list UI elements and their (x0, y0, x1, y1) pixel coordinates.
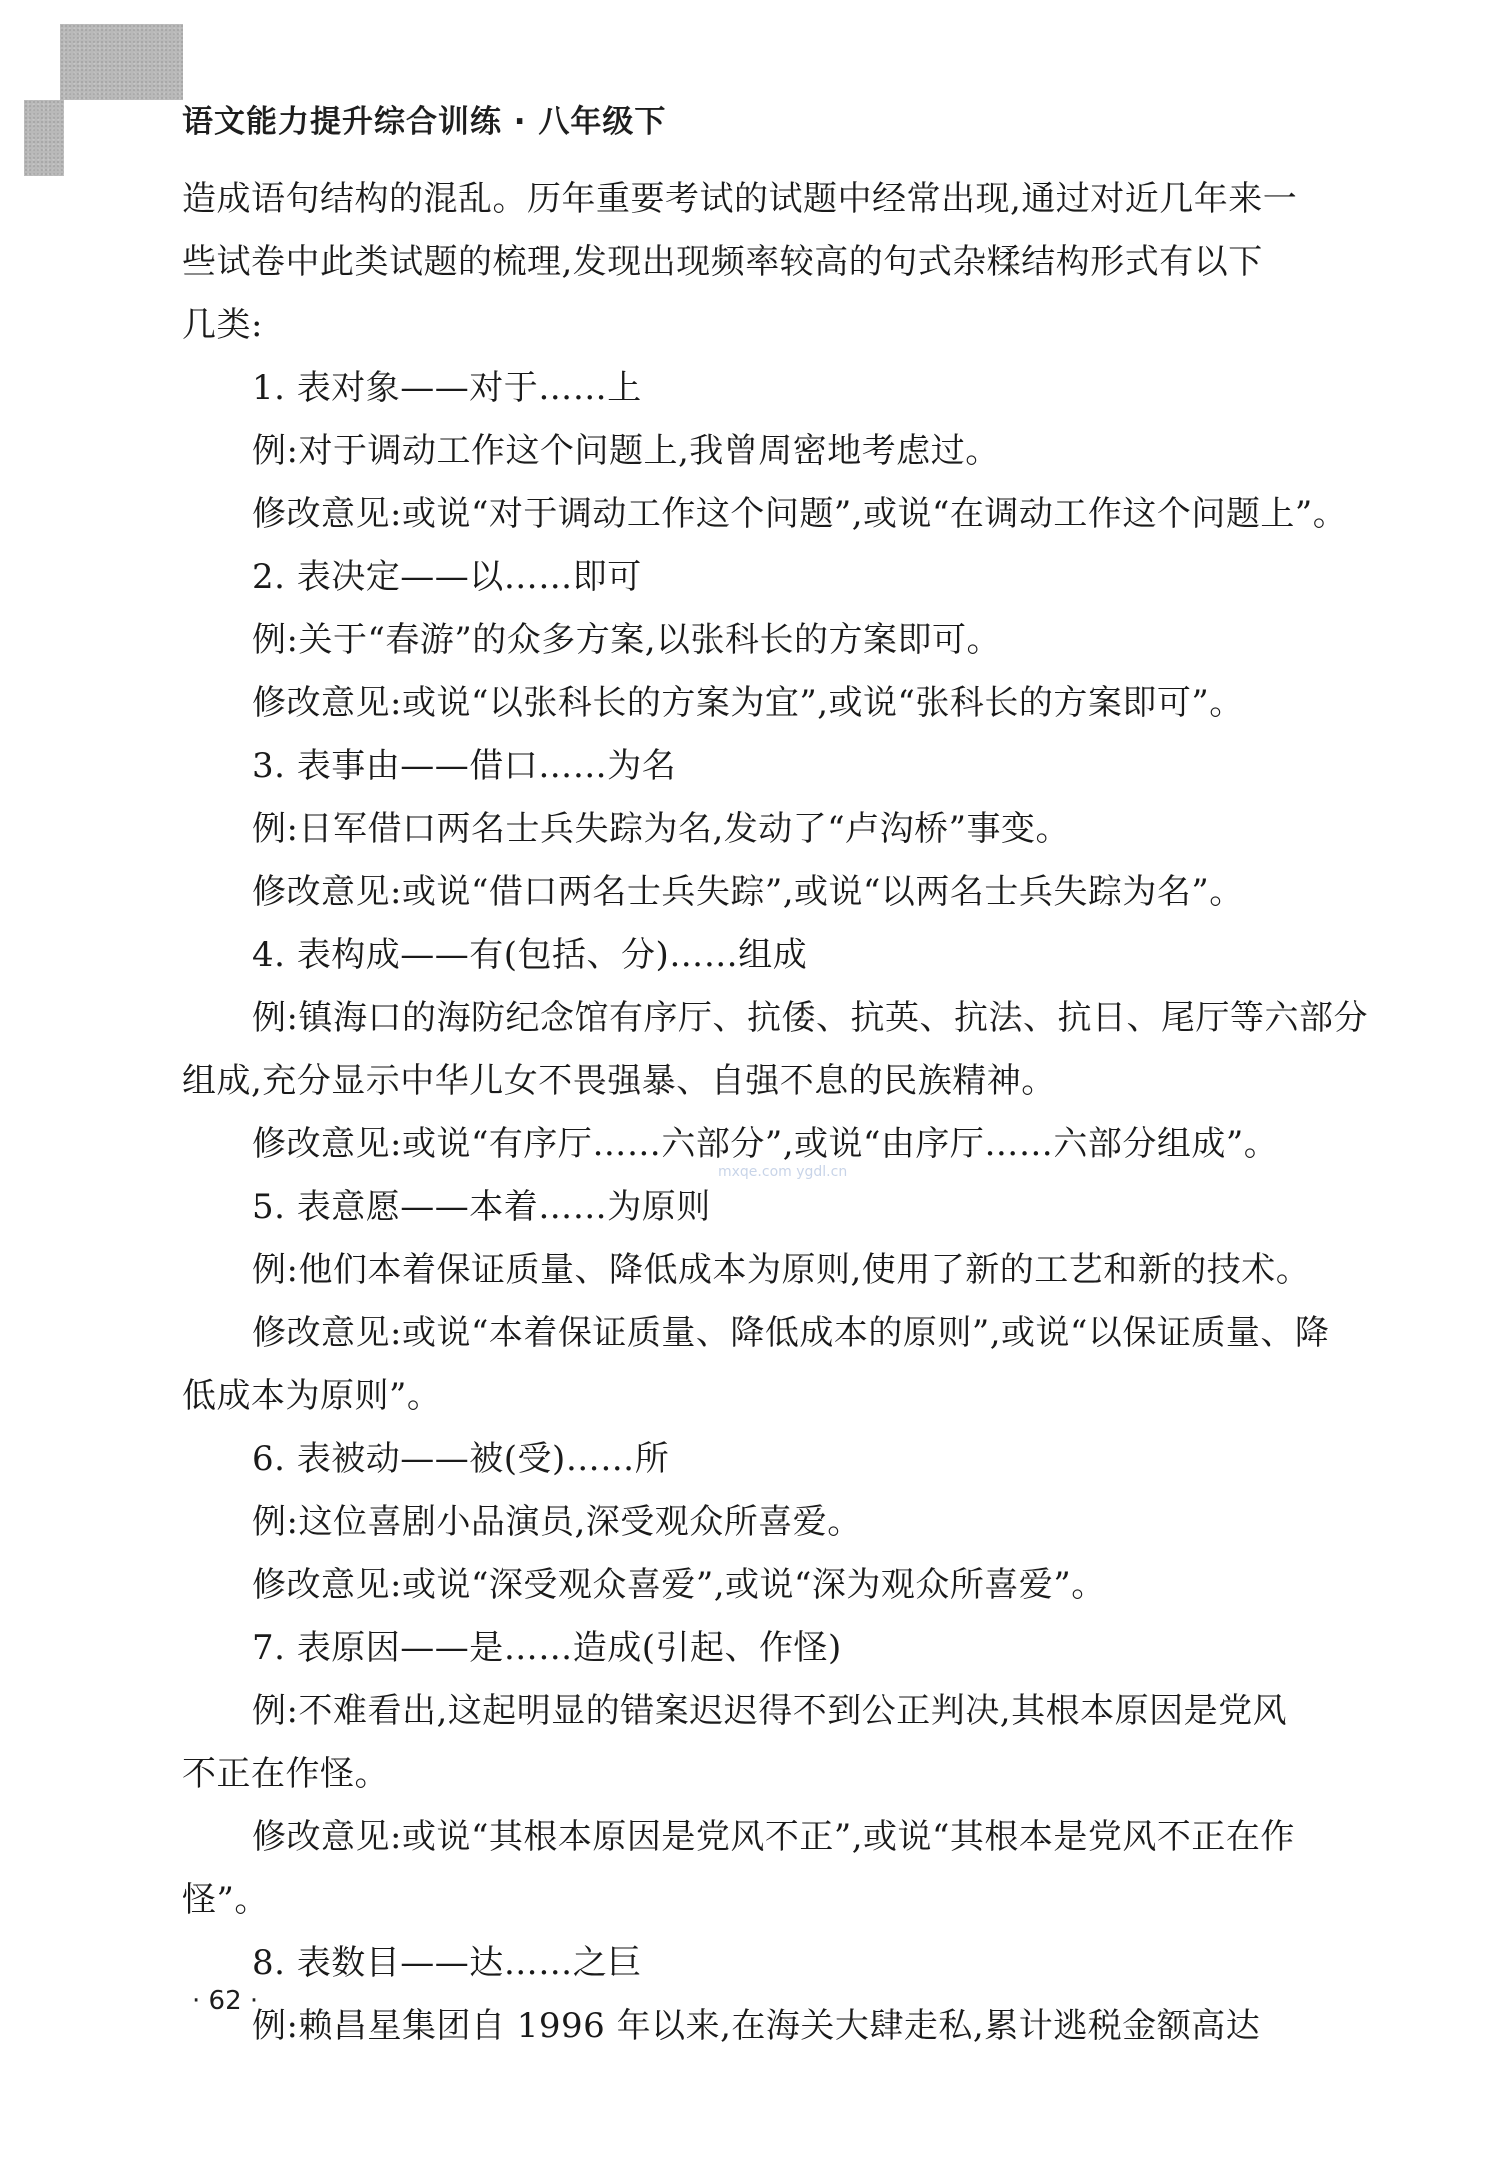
body-line: 8. 表数目——达……之巨 (252, 1943, 642, 1983)
body-line: 低成本为原则”。 (182, 1376, 442, 1416)
body-line: 4. 表构成——有(包括、分)……组成 (252, 935, 808, 975)
body-line: 不正在作怪。 (182, 1754, 389, 1794)
corner-decoration-block (60, 24, 183, 100)
body-line: 例:对于调动工作这个问题上,我曾周密地考虑过。 (252, 431, 1000, 471)
watermark-text: mxqe.com ygdl.cn (718, 1164, 848, 1180)
body-line: 修改意见:或说“以张科长的方案为宜”,或说“张科长的方案即可”。 (252, 683, 1244, 723)
body-line: 5. 表意愿——本着……为原则 (252, 1187, 711, 1227)
body-line: 3. 表事由——借口……为名 (252, 746, 677, 786)
body-line: 例:不难看出,这起明显的错案迟迟得不到公正判决,其根本原因是党风 (252, 1691, 1288, 1731)
body-line: 修改意见:或说“对于调动工作这个问题”,或说“在调动工作这个问题上”。 (252, 494, 1348, 534)
body-line: 例:镇海口的海防纪念馆有序厅、抗倭、抗英、抗法、抗日、尾厅等六部分 (252, 998, 1368, 1038)
body-line: 6. 表被动——被(受)……所 (252, 1439, 670, 1479)
page-number: · 62 · (192, 1986, 259, 2016)
page-body (182, 168, 1368, 2058)
body-line: 例:赖昌星集团自 1996 年以来,在海关大肆走私,累计逃税金额高达 (252, 2006, 1261, 2046)
body-line: 几类: (182, 305, 263, 345)
body-line: 7. 表原因——是……造成(引起、作怪) (252, 1628, 842, 1668)
body-line: 些试卷中此类试题的梳理,发现出现频率较高的句式杂糅结构形式有以下 (182, 242, 1263, 282)
body-line: 1. 表对象——对于……上 (252, 368, 642, 408)
corner-decoration-block-small (24, 100, 64, 176)
body-line: 例:他们本着保证质量、降低成本为原则,使用了新的工艺和新的技术。 (252, 1250, 1311, 1290)
body-line: 例:关于“春游”的众多方案,以张科长的方案即可。 (252, 620, 1002, 660)
body-line: 例:日军借口两名士兵失踪为名,发动了“卢沟桥”事变。 (252, 809, 1071, 849)
body-line: 修改意见:或说“深受观众喜爱”,或说“深为观众所喜爱”。 (252, 1565, 1106, 1605)
body-line: 怪”。 (182, 1880, 269, 1920)
body-line: 修改意见:或说“其根本原因是党风不正”,或说“其根本是党风不正在作 (252, 1817, 1295, 1857)
running-header-title: 语文能力提升综合训练 · 八年级下 (182, 104, 667, 140)
body-line: 例:这位喜剧小品演员,深受观众所喜爱。 (252, 1502, 862, 1542)
body-line: 修改意见:或说“借口两名士兵失踪”,或说“以两名士兵失踪为名”。 (252, 872, 1244, 912)
body-line: 2. 表决定——以……即可 (252, 557, 642, 597)
body-line: 组成,充分显示中华儿女不畏强暴、自强不息的民族精神。 (182, 1061, 1056, 1101)
body-line: 修改意见:或说“本着保证质量、降低成本的原则”,或说“以保证质量、降 (252, 1313, 1330, 1353)
body-line: 造成语句结构的混乱。历年重要考试的试题中经常出现,通过对近几年来一 (182, 179, 1298, 219)
body-line: 修改意见:或说“有序厅……六部分”,或说“由序厅……六部分组成”。 (252, 1124, 1279, 1164)
